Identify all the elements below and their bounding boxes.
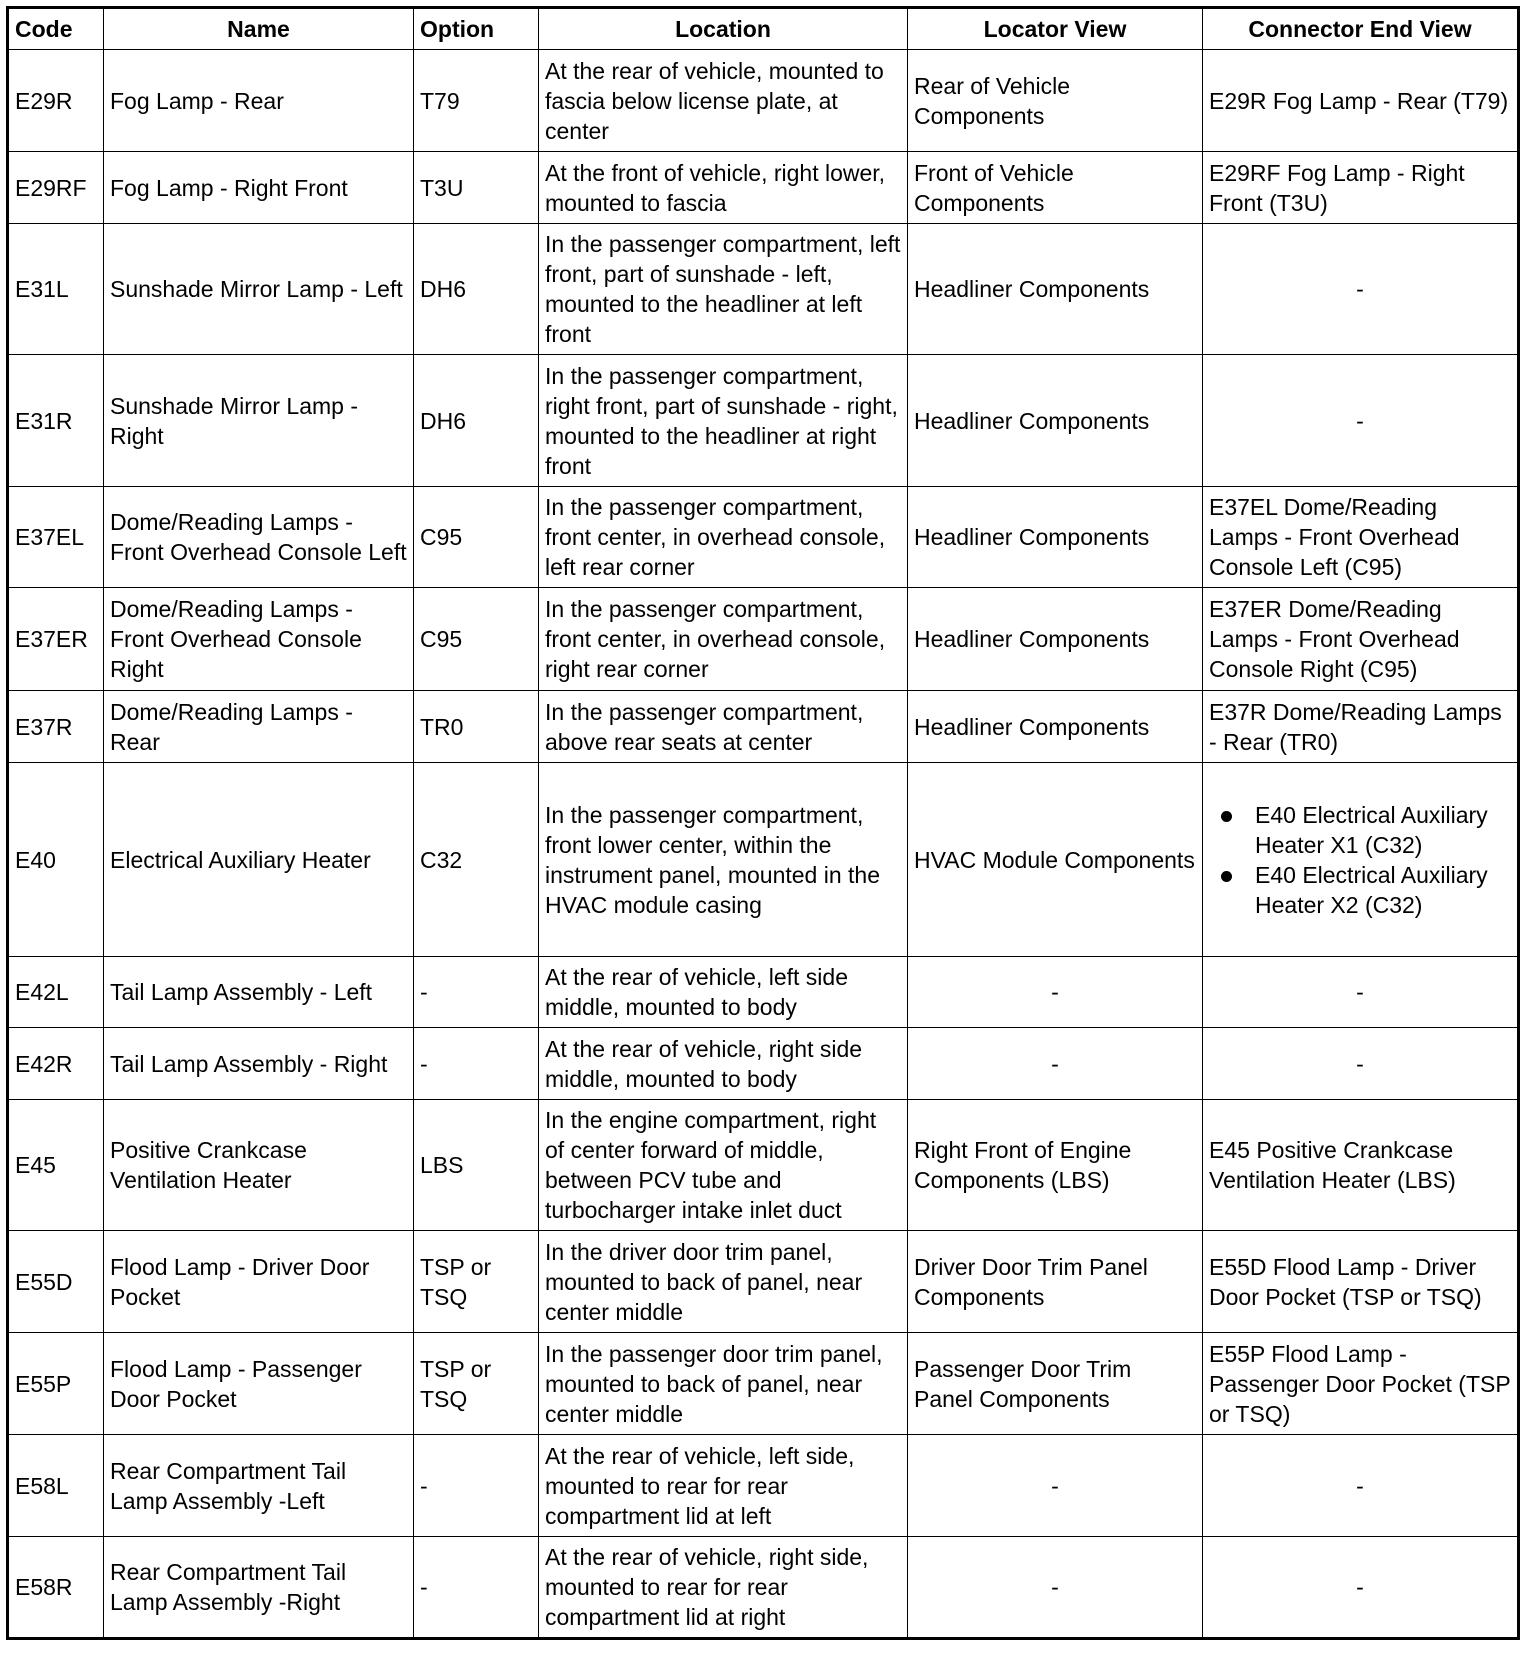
cell-location: In the passenger compartment, front center, in overhead console, right rear corner	[539, 588, 908, 691]
cell-locator-view: Headliner Components	[908, 691, 1203, 763]
cell-name: Flood Lamp - Passenger Door Pocket	[104, 1333, 414, 1435]
cell-code: E37ER	[8, 588, 104, 691]
cell-code: E42R	[8, 1028, 104, 1100]
cell-locator-view: Headliner Components	[908, 487, 1203, 588]
header-option: Option	[414, 8, 539, 50]
cell-name: Positive Crankcase Ventilation Heater	[104, 1100, 414, 1231]
cell-connector-end-view: -	[1203, 224, 1519, 355]
cell-locator-view: Driver Door Trim Panel Components	[908, 1231, 1203, 1333]
table-row	[8, 1333, 1519, 1435]
table-row	[8, 1537, 1519, 1639]
table-row	[8, 224, 1519, 355]
table-row	[8, 152, 1519, 224]
table-row	[8, 763, 1519, 957]
cell-name: Fog Lamp - Rear	[104, 50, 414, 152]
cell-name: Fog Lamp - Right Front	[104, 152, 414, 224]
cell-locator-view: Headliner Components	[908, 355, 1203, 487]
cell-location: In the passenger door trim panel, mounted to back of panel, near center middle	[539, 1333, 908, 1435]
cell-code: E29RF	[8, 152, 104, 224]
table-row	[8, 1028, 1519, 1100]
cell-locator-view: -	[908, 957, 1203, 1028]
cell-location: In the passenger compartment, right front, part of sunshade - right, mounted to the headliner at right front	[539, 355, 908, 487]
cell-connector-end-view: E45 Positive Crankcase Ventilation Heater (LBS)	[1203, 1100, 1519, 1231]
cell-option: C95	[414, 487, 539, 588]
cell-location: In the driver door trim panel, mounted to back of panel, near center middle	[539, 1231, 908, 1333]
header-row	[8, 8, 1519, 50]
connector-list-item: E40 Electrical Auxiliary Heater X2 (C32)	[1255, 860, 1511, 920]
header-code: Code	[8, 8, 104, 50]
cell-code: E37R	[8, 691, 104, 763]
cell-location: At the rear of vehicle, mounted to fascia below license plate, at center	[539, 50, 908, 152]
cell-option: C95	[414, 588, 539, 691]
cell-name: Sunshade Mirror Lamp - Left	[104, 224, 414, 355]
cell-name: Electrical Auxiliary Heater	[104, 763, 414, 957]
cell-connector-end-view: -	[1203, 1028, 1519, 1100]
cell-location: In the passenger compartment, above rear seats at center	[539, 691, 908, 763]
table-row	[8, 355, 1519, 487]
cell-locator-view: Rear of Vehicle Components	[908, 50, 1203, 152]
cell-locator-view: Right Front of Engine Components (LBS)	[908, 1100, 1203, 1231]
table-row	[8, 50, 1519, 152]
cell-locator-view: -	[908, 1435, 1203, 1537]
cell-connector-end-view: -	[1203, 957, 1519, 1028]
table-row	[8, 691, 1519, 763]
cell-locator-view: Front of Vehicle Components	[908, 152, 1203, 224]
table-row	[8, 957, 1519, 1028]
cell-option: -	[414, 957, 539, 1028]
cell-connector-end-view: E29R Fog Lamp - Rear (T79)	[1203, 50, 1519, 152]
cell-name: Dome/Reading Lamps - Front Overhead Console Left	[104, 487, 414, 588]
cell-connector-end-view: -	[1203, 1435, 1519, 1537]
table-row	[8, 1435, 1519, 1537]
cell-name: Rear Compartment Tail Lamp Assembly -Right	[104, 1537, 414, 1639]
cell-name: Rear Compartment Tail Lamp Assembly -Left	[104, 1435, 414, 1537]
cell-option: T79	[414, 50, 539, 152]
cell-name: Dome/Reading Lamps - Rear	[104, 691, 414, 763]
cell-connector-end-view: E55P Flood Lamp - Passenger Door Pocket (TSP or TSQ)	[1203, 1333, 1519, 1435]
cell-code: E37EL	[8, 487, 104, 588]
cell-option: DH6	[414, 355, 539, 487]
cell-location: At the rear of vehicle, right side middle, mounted to body	[539, 1028, 908, 1100]
cell-connector-end-view: E37EL Dome/Reading Lamps - Front Overhead Console Left (C95)	[1203, 487, 1519, 588]
table-body	[8, 50, 1519, 1639]
cell-locator-view: Headliner Components	[908, 588, 1203, 691]
cell-code: E58L	[8, 1435, 104, 1537]
cell-option: -	[414, 1537, 539, 1639]
cell-name: Dome/Reading Lamps - Front Overhead Console Right	[104, 588, 414, 691]
cell-locator-view: Passenger Door Trim Panel Components	[908, 1333, 1203, 1435]
cell-connector-end-view: E29RF Fog Lamp - Right Front (T3U)	[1203, 152, 1519, 224]
table-row	[8, 1231, 1519, 1333]
cell-connector-end-view: -	[1203, 355, 1519, 487]
cell-location: In the passenger compartment, front center, in overhead console, left rear corner	[539, 487, 908, 588]
cell-option: -	[414, 1435, 539, 1537]
cell-location: In the engine compartment, right of center forward of middle, between PCV tube and turbocharger intake inlet duct	[539, 1100, 908, 1231]
table-row	[8, 487, 1519, 588]
cell-connector-end-view	[1203, 763, 1519, 957]
header-connector-end-view: Connector End View	[1203, 8, 1519, 50]
header-name: Name	[104, 8, 414, 50]
cell-location: At the rear of vehicle, right side, mounted to rear for rear compartment lid at right	[539, 1537, 908, 1639]
header-location: Location	[539, 8, 908, 50]
component-table	[6, 6, 1520, 1640]
cell-name: Tail Lamp Assembly - Left	[104, 957, 414, 1028]
cell-option: TR0	[414, 691, 539, 763]
cell-code: E45	[8, 1100, 104, 1231]
cell-option: DH6	[414, 224, 539, 355]
cell-option: T3U	[414, 152, 539, 224]
cell-name: Tail Lamp Assembly - Right	[104, 1028, 414, 1100]
cell-code: E40	[8, 763, 104, 957]
cell-option: TSP or TSQ	[414, 1333, 539, 1435]
cell-code: E29R	[8, 50, 104, 152]
cell-code: E31L	[8, 224, 104, 355]
cell-location: At the rear of vehicle, left side middle, mounted to body	[539, 957, 908, 1028]
cell-location: At the front of vehicle, right lower, mounted to fascia	[539, 152, 908, 224]
table-row	[8, 1100, 1519, 1231]
cell-location: In the passenger compartment, front lower center, within the instrument panel, mounted in the HVAC module casing	[539, 763, 908, 957]
cell-code: E31R	[8, 355, 104, 487]
cell-option: C32	[414, 763, 539, 957]
cell-connector-end-view: E55D Flood Lamp - Driver Door Pocket (TSP or TSQ)	[1203, 1231, 1519, 1333]
cell-option: -	[414, 1028, 539, 1100]
cell-code: E55P	[8, 1333, 104, 1435]
cell-code: E58R	[8, 1537, 104, 1639]
cell-locator-view: -	[908, 1537, 1203, 1639]
cell-option: TSP or TSQ	[414, 1231, 539, 1333]
cell-connector-end-view: -	[1203, 1537, 1519, 1639]
cell-code: E55D	[8, 1231, 104, 1333]
cell-code: E42L	[8, 957, 104, 1028]
cell-location: At the rear of vehicle, left side, mounted to rear for rear compartment lid at left	[539, 1435, 908, 1537]
connector-list	[1209, 800, 1511, 920]
cell-connector-end-view: E37ER Dome/Reading Lamps - Front Overhead Console Right (C95)	[1203, 588, 1519, 691]
cell-locator-view: HVAC Module Components	[908, 763, 1203, 957]
cell-locator-view: Headliner Components	[908, 224, 1203, 355]
cell-locator-view: -	[908, 1028, 1203, 1100]
cell-name: Sunshade Mirror Lamp - Right	[104, 355, 414, 487]
cell-location: In the passenger compartment, left front, part of sunshade - left, mounted to the headliner at left front	[539, 224, 908, 355]
table-row	[8, 588, 1519, 691]
cell-connector-end-view: E37R Dome/Reading Lamps - Rear (TR0)	[1203, 691, 1519, 763]
connector-list-item: E40 Electrical Auxiliary Heater X1 (C32)	[1255, 800, 1511, 860]
cell-option: LBS	[414, 1100, 539, 1231]
header-locator-view: Locator View	[908, 8, 1203, 50]
cell-name: Flood Lamp - Driver Door Pocket	[104, 1231, 414, 1333]
